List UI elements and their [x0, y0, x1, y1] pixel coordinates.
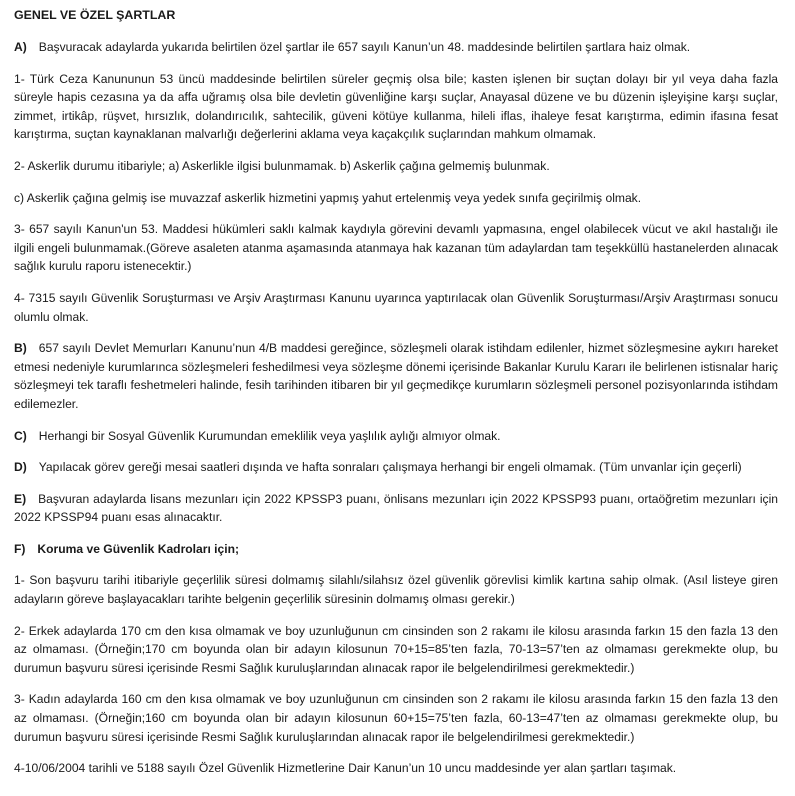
- document-heading: GENEL VE ÖZEL ŞARTLAR: [14, 8, 176, 22]
- paragraph-a-2-c: [14, 189, 778, 208]
- paragraph-b: [14, 339, 778, 413]
- paragraph-d-marker: D): [14, 460, 27, 475]
- paragraph-a-marker: A): [14, 40, 27, 54]
- paragraph-e-text: Başvuran adaylarda lisans mezunları için 2022 KPSSP3 puanı, önlisans mezunları için 2022 KPSSP93 puanı, ortaöğretim mezunları için 2022 KPSSP94 puanı esas alınacaktır.: [14, 491, 778, 525]
- paragraph-a-3-text: 3- 657 sayılı Kanun'un 53. Maddesi hükümleri saklı kalmak kaydıyla görevini devamlı yapmasına, engel olabilecek vücut ve akıl hastalığı ile ilgili engeli bulunmamak.(Göreve asaleten atanma aşamasında atanmaya hak kazanan tüm adaylardan tam teşekküllü hastanelerden alınacak sağlık kurulu raporu istenecektir.): [14, 222, 778, 274]
- paragraph-f-1-text: 1- Son başvuru tarihi itibariyle geçerlilik süresi dolmamış silahlı/silahsız özel güvenlik görevlisi kimlik kartına sahip olmak. (Asıl listeye giren adayların göreve başlayacakları tarihte belgenin geçerlilik süresinin dolmamış olması gerekir.): [14, 573, 778, 607]
- paragraph-f-2-text: 2- Erkek adaylarda 170 cm den kısa olmamak ve boy uzunluğunun cm cinsinden son 2 rakamı ile kilosu arasında farkın 15 den fazla 13 den az olmaması. (Örneğin;170 cm boyunda olan bir adayın kilosunun 70+15=85’ten fazla, 70-13=57’ten az olmaması gerekmekte olup, bu durumun başvuru süresi içerisinde Resmi Sağlık kuruluşlarından alınacak rapor ile belgelendirilmesi gerekmektedir.): [14, 623, 778, 675]
- paragraph-c: [14, 427, 778, 446]
- paragraph-f-3: [14, 690, 778, 746]
- paragraph-f-marker: F): [14, 541, 26, 556]
- paragraph-a-1: [14, 70, 778, 144]
- document-page: [14, 8, 778, 791]
- paragraph-f-4-text: 4-10/06/2004 tarihli ve 5188 sayılı Özel Güvenlik Hizmetlerine Dair Kanun’un 10 uncu maddesinde yer alan şartları taşımak.: [14, 761, 677, 776]
- paragraph-f-2: [14, 622, 778, 678]
- paragraph-f-3-text: 3- Kadın adaylarda 160 cm den kısa olmamak ve boy uzunluğunun cm cinsinden son 2 rakamı ile kilosu arasında farkın 15 den fazla 13 den az olmaması. (Örneğin;160 cm boyunda olan bir adayın kilosunun 60+15=75’ten fazla, 60-13=47’ten az olmaması gerekmekte olup, bu durumun başvuru süresi içerisinde Resmi Sağlık kuruluşlarından alınacak rapor ile belgelendirilmesi gerekmektedir.): [14, 692, 778, 744]
- paragraph-a-2-text: 2- Askerlik durumu itibariyle; a) Askerlikle ilgisi bulunmamak. b) Askerlik çağına gelmemiş bulunmak.: [14, 158, 550, 173]
- paragraph-f: [14, 540, 778, 559]
- paragraph-e: [14, 490, 778, 527]
- paragraph-c-marker: C): [14, 428, 27, 443]
- paragraph-c-text: Herhangi bir Sosyal Güvenlik Kurumundan emeklilik veya yaşlılık aylığı almıyor olmak.: [38, 428, 501, 443]
- paragraph-a-2-c-text: c) Askerlik çağına gelmiş ise muvazzaf askerlik hizmetini yapmış yahut ertelenmiş veya yedek sınıfa geçirilmiş olmak.: [14, 190, 642, 205]
- paragraph-f-4: [14, 759, 778, 778]
- paragraph-b-text: 657 sayılı Devlet Memurları Kanunu’nun 4/B maddesi gereğince, sözleşmeli olarak istihdam edilenler, hizmet sözleşmesine aykırı hareket etmesi nedeniyle kurumlarınca sözleşmeleri feshedilmesi veya sözleşme dönemi içerisinde Bakanlar Kurulu Kararı ile belirlenen istisnalar hariç sözleşmeyi tek taraflı feshetmeleri halinde, fesih tarihinden itibaren bir yıl geçmedikçe kurumların sözleşmeli personel pozisyonlarında istihdam edilemezler.: [14, 341, 778, 411]
- paragraph-a-1-text: 1- Türk Ceza Kanununun 53 üncü maddesinde belirtilen süreler geçmiş olsa bile; kasten işlenen bir suçtan dolayı bir yıl veya daha fazla süreyle hapis cezasına ya da affa uğramış olsa bile devletin güvenliğine karşı suçlar, Anayasal düzene ve bu düzenin işleyişine karşı suçlar, zimmet, irtikâp, rüşvet, hırsızlık, dolandırıcılık, sahtecilik, güveni kötüye kullanma, hileli iflas, ihaleye fesat karıştırma, edimin ifasına fesat karıştırma, suçtan kaynaklanan malvarlığı değerlerini aklama veya kaçakçılık suçlarından mahkum olmamak.: [14, 71, 778, 142]
- paragraph-f-1: [14, 571, 778, 608]
- paragraph-a-4-text: 4- 7315 sayılı Güvenlik Soruşturması ve Arşiv Araştırması Kanunu uyarınca yaptırılacak olan Güvenlik Soruşturması/Arşiv Araştırması sonucu olumlu olmak.: [14, 290, 778, 324]
- paragraph-d: [14, 458, 778, 477]
- paragraph-a-text: Başvuracak adaylarda yukarıda belirtilen özel şartlar ile 657 sayılı Kanun’un 48. maddesinde belirtilen şartlara haiz olmak.: [38, 40, 691, 54]
- paragraph-f-title: Koruma ve Güvenlik Kadroları için;: [37, 541, 240, 556]
- paragraph-a-4: [14, 289, 778, 326]
- paragraph-a-3: [14, 220, 778, 276]
- paragraph-a-2: [14, 157, 778, 176]
- paragraph-a: [14, 38, 778, 57]
- paragraph-d-text: Yapılacak görev gereği mesai saatleri dışında ve hafta sonraları çalışmaya herhangi bir engeli olmamak. (Tüm unvanlar için geçerli): [38, 460, 742, 475]
- paragraph-b-marker: B): [14, 341, 27, 356]
- paragraph-e-marker: E): [14, 491, 27, 506]
